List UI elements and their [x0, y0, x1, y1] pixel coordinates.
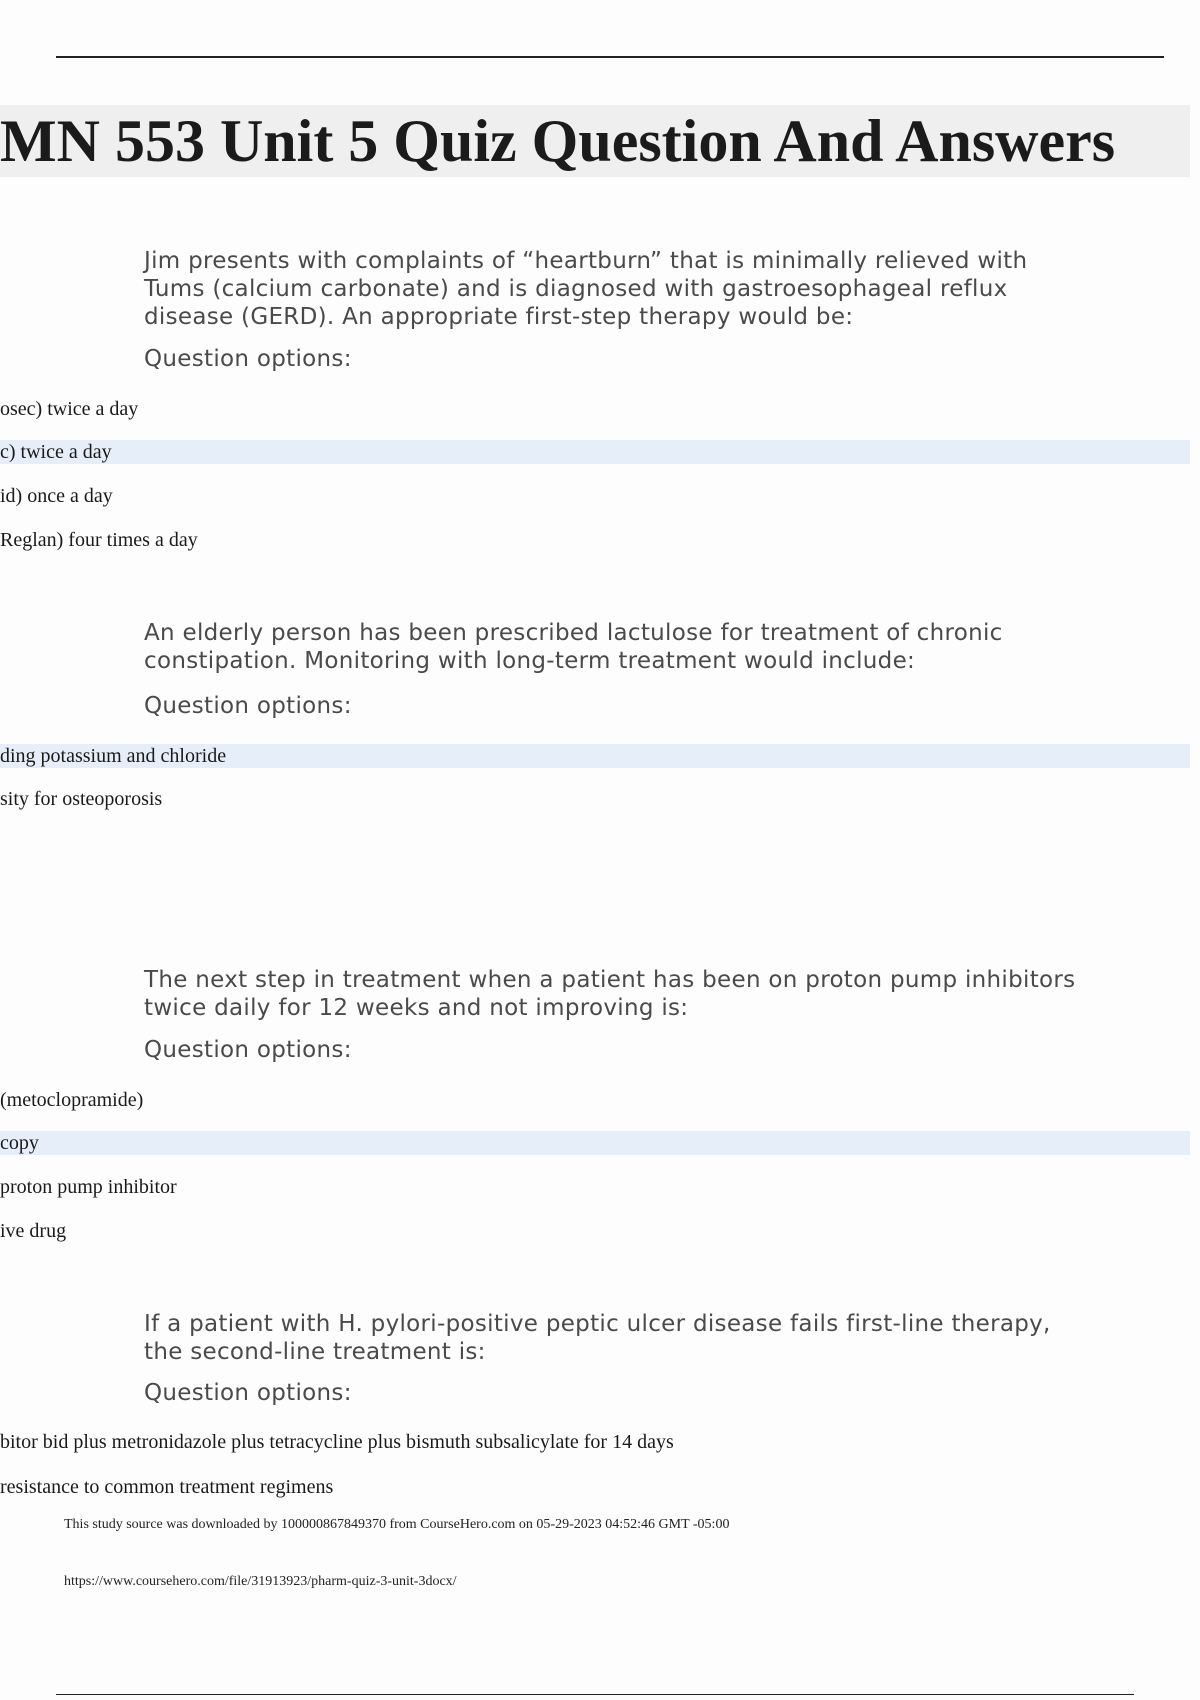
- question-4-options-label: Question options:: [144, 1380, 352, 1406]
- question-2-options-label: Question options:: [144, 693, 352, 719]
- option-text: ive drug: [0, 1220, 67, 1242]
- question-2-text: An elderly person has been prescribed lactulose for treatment of chronic constipation. Monitoring with long-term treatment would include:: [144, 620, 1003, 674]
- option-text: proton pump inhibitor: [0, 1176, 177, 1198]
- question-1-option-2[interactable]: [0, 440, 1190, 464]
- option-text: (metoclopramide): [0, 1089, 144, 1111]
- question-1-option-1[interactable]: [0, 397, 1190, 421]
- question-4-text: If a patient with H. pylori-positive peptic ulcer disease fails first-line therapy, the second-line treatment is:: [144, 1311, 1051, 1365]
- option-text: bitor bid plus metronidazole plus tetracycline plus bismuth subsalicylate for 14 days: [0, 1431, 674, 1453]
- download-note: This study source was downloaded by 100000867849370 from CourseHero.com on 05-29-2023 04:52:46 GMT -05:00: [64, 1517, 730, 1532]
- source-url[interactable]: https://www.coursehero.com/file/31913923/pharm-quiz-3-unit-3docx/: [64, 1574, 457, 1589]
- top-rule: [56, 56, 1164, 58]
- option-text: sity for osteoporosis: [0, 788, 163, 810]
- question-1-option-3[interactable]: [0, 484, 1190, 508]
- question-1-options-label: Question options:: [144, 346, 352, 372]
- question-3-option-1[interactable]: [0, 1088, 1190, 1112]
- question-4-option-2[interactable]: [0, 1475, 1190, 1499]
- question-3-option-3[interactable]: [0, 1175, 1190, 1199]
- question-3-options-label: Question options:: [144, 1037, 352, 1063]
- question-3-option-2[interactable]: [0, 1131, 1190, 1155]
- question-4-option-1[interactable]: [0, 1430, 1190, 1454]
- page-title: MN 553 Unit 5 Quiz Question And Answers: [0, 108, 1116, 174]
- option-text: Reglan) four times a day: [0, 529, 198, 551]
- option-text: ding potassium and chloride: [0, 745, 227, 767]
- question-2-option-1[interactable]: [0, 744, 1190, 768]
- option-text: id) once a day: [0, 485, 113, 507]
- option-text: copy: [0, 1132, 39, 1154]
- option-text: c) twice a day: [0, 441, 112, 463]
- question-3-text: The next step in treatment when a patient has been on proton pump inhibitors twice daily for 12 weeks and not improving is:: [144, 967, 1076, 1021]
- option-text: osec) twice a day: [0, 398, 139, 420]
- question-2-option-2[interactable]: [0, 787, 1190, 811]
- bottom-rule: [56, 1694, 1134, 1695]
- question-1-option-4[interactable]: [0, 528, 1190, 552]
- question-1-text: Jim presents with complaints of “heartburn” that is minimally relieved with Tums (calcium carbonate) and is diagnosed with gastroesophageal reflux disease (GERD). An appropriate first-step therapy would be:: [144, 248, 1028, 330]
- question-3-option-4[interactable]: [0, 1219, 1190, 1243]
- option-text: resistance to common treatment regimens: [0, 1476, 334, 1498]
